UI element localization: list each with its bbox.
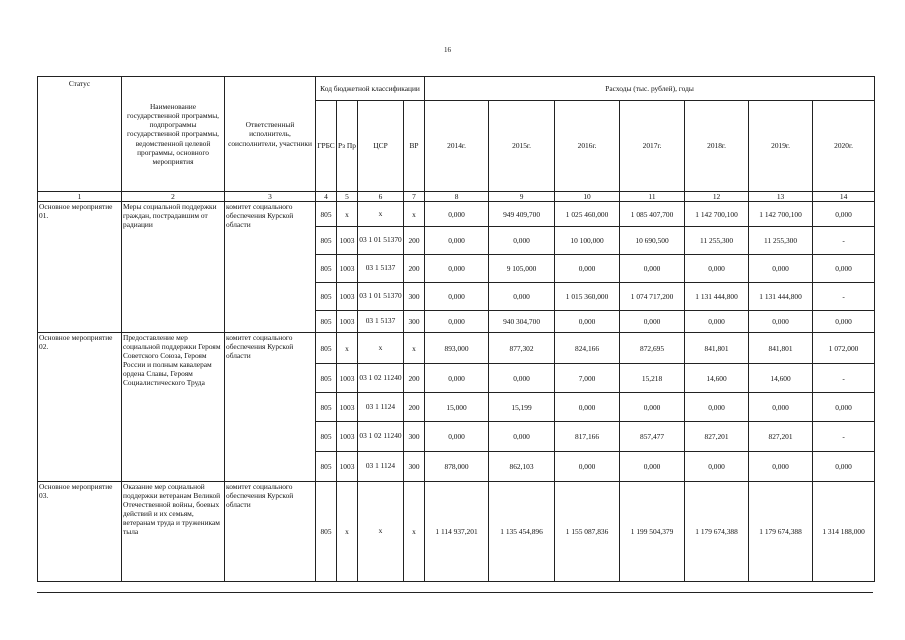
cell-expense-value: 11 255,300: [685, 227, 749, 255]
row-status: Основное мероприятие 01.: [38, 202, 122, 333]
cell-csr: 03 1 5137: [358, 255, 404, 283]
cell-expense-value: 14,600: [749, 364, 813, 393]
cell-expense-value: -: [813, 364, 875, 393]
cell-rzpr: х: [337, 202, 358, 227]
column-number: 7: [404, 192, 425, 202]
cell-vr: 200: [404, 255, 425, 283]
cell-expense-value: 1 142 700,100: [685, 202, 749, 227]
cell-grbs: 805: [316, 227, 337, 255]
row-program-name: Предоставление мер социальной поддержки Героям Советского Союза, Героям России и полным кавалерам ордена Славы, Героям Социалистического Труда: [122, 333, 225, 482]
row-status: Основное мероприятие 02.: [38, 333, 122, 482]
cell-expense-value: 1 155 087,836: [555, 482, 620, 582]
cell-expense-value: 877,302: [489, 333, 555, 364]
cell-expense-value: 1 314 188,000: [813, 482, 875, 582]
cell-expense-value: 0,000: [425, 311, 489, 333]
cell-rzpr: 1003: [337, 311, 358, 333]
cell-expense-value: 0,000: [813, 393, 875, 422]
cell-expense-value: 1 179 674,388: [685, 482, 749, 582]
cell-expense-value: 0,000: [555, 255, 620, 283]
cell-expense-value: 0,000: [489, 227, 555, 255]
cell-csr: 03 1 02 11240: [358, 364, 404, 393]
cell-rzpr: х: [337, 482, 358, 582]
cell-expense-value: 0,000: [620, 311, 685, 333]
cell-vr: 300: [404, 311, 425, 333]
cell-expense-value: 15,199: [489, 393, 555, 422]
cell-expense-value: 1 025 460,000: [555, 202, 620, 227]
cell-expense-value: 862,103: [489, 452, 555, 482]
cell-rzpr: 1003: [337, 393, 358, 422]
cell-expense-value: 872,695: [620, 333, 685, 364]
header-csr: ЦСР: [358, 101, 404, 192]
cell-expense-value: 0,000: [685, 255, 749, 283]
cell-csr: 03 1 02 11240: [358, 422, 404, 452]
cell-expense-value: 0,000: [749, 393, 813, 422]
cell-expense-value: 14,600: [685, 364, 749, 393]
header-expenses: Расходы (тыс. рублей), годы: [425, 77, 875, 101]
cell-expense-value: 857,477: [620, 422, 685, 452]
cell-csr: 03 1 5137: [358, 311, 404, 333]
cell-grbs: 805: [316, 311, 337, 333]
cell-csr: 03 1 1124: [358, 393, 404, 422]
cell-expense-value: 1 085 407,700: [620, 202, 685, 227]
column-number: 8: [425, 192, 489, 202]
column-number: 9: [489, 192, 555, 202]
cell-expense-value: 0,000: [425, 422, 489, 452]
cell-expense-value: 949 409,700: [489, 202, 555, 227]
cell-expense-value: 0,000: [555, 311, 620, 333]
cell-grbs: 805: [316, 482, 337, 582]
header-year: 2014г.: [425, 101, 489, 192]
cell-expense-value: 9 105,000: [489, 255, 555, 283]
cell-expense-value: 827,201: [685, 422, 749, 452]
table-bottom-border: [37, 592, 873, 593]
cell-expense-value: 1 142 700,100: [749, 202, 813, 227]
cell-grbs: 805: [316, 202, 337, 227]
table-row: [38, 333, 875, 364]
cell-expense-value: 893,000: [425, 333, 489, 364]
cell-vr: 300: [404, 283, 425, 311]
cell-expense-value: 1 015 360,000: [555, 283, 620, 311]
cell-expense-value: 0,000: [749, 452, 813, 482]
cell-expense-value: 1 074 717,200: [620, 283, 685, 311]
cell-expense-value: 10 690,500: [620, 227, 685, 255]
column-number: 14: [813, 192, 875, 202]
header-rzpr: Рз Пр: [337, 101, 358, 192]
cell-expense-value: 824,166: [555, 333, 620, 364]
cell-rzpr: х: [337, 333, 358, 364]
column-number: 1: [38, 192, 122, 202]
cell-rzpr: 1003: [337, 364, 358, 393]
cell-csr: 03 1 1124: [358, 452, 404, 482]
header-grbs: ГРБС: [316, 101, 337, 192]
cell-expense-value: 827,201: [749, 422, 813, 452]
cell-expense-value: 0,000: [425, 202, 489, 227]
cell-expense-value: 1 131 444,800: [685, 283, 749, 311]
cell-expense-value: 0,000: [685, 393, 749, 422]
cell-csr: х: [358, 202, 404, 227]
cell-expense-value: 0,000: [749, 255, 813, 283]
cell-grbs: 805: [316, 255, 337, 283]
row-responsible: комитет социального обеспечения Курской области: [225, 333, 316, 482]
budget-table: [37, 76, 875, 582]
cell-expense-value: 15,000: [425, 393, 489, 422]
table-row: [38, 482, 875, 582]
header-vr: ВР: [404, 101, 425, 192]
cell-expense-value: 0,000: [813, 202, 875, 227]
cell-rzpr: 1003: [337, 452, 358, 482]
cell-expense-value: 0,000: [425, 364, 489, 393]
header-budget-code: Код бюджетной классификации: [316, 77, 425, 101]
cell-grbs: 805: [316, 422, 337, 452]
cell-expense-value: 1 135 454,896: [489, 482, 555, 582]
cell-expense-value: 841,801: [749, 333, 813, 364]
cell-expense-value: 940 304,700: [489, 311, 555, 333]
cell-expense-value: 0,000: [425, 283, 489, 311]
cell-expense-value: 0,000: [813, 255, 875, 283]
cell-expense-value: -: [813, 422, 875, 452]
cell-grbs: 805: [316, 283, 337, 311]
cell-expense-value: 0,000: [685, 311, 749, 333]
header-name: Наименование государственной программы, подпрограммы государственной программы, ведомственной целевой программы, основного мероприятия: [122, 77, 225, 192]
column-number: 4: [316, 192, 337, 202]
cell-expense-value: 841,801: [685, 333, 749, 364]
header-status: Статус: [38, 77, 122, 192]
cell-csr: 03 1 01 51370: [358, 227, 404, 255]
column-number: 2: [122, 192, 225, 202]
row-program-name: Меры социальной поддержки граждан, пострадавшим от радиации: [122, 202, 225, 333]
cell-expense-value: 0,000: [685, 452, 749, 482]
cell-grbs: 805: [316, 452, 337, 482]
cell-expense-value: 0,000: [425, 227, 489, 255]
cell-expense-value: 1 114 937,201: [425, 482, 489, 582]
cell-expense-value: 15,218: [620, 364, 685, 393]
cell-vr: 200: [404, 393, 425, 422]
cell-expense-value: 0,000: [489, 364, 555, 393]
cell-expense-value: 0,000: [489, 283, 555, 311]
column-number: 6: [358, 192, 404, 202]
header-year: 2015г.: [489, 101, 555, 192]
cell-vr: 200: [404, 364, 425, 393]
cell-grbs: 805: [316, 393, 337, 422]
table-row: [38, 202, 875, 227]
cell-expense-value: -: [813, 227, 875, 255]
cell-expense-value: 1 131 444,800: [749, 283, 813, 311]
column-number: 3: [225, 192, 316, 202]
row-status: Основное мероприятие 03.: [38, 482, 122, 582]
cell-expense-value: 11 255,300: [749, 227, 813, 255]
cell-expense-value: 0,000: [813, 311, 875, 333]
cell-expense-value: 0,000: [813, 452, 875, 482]
cell-expense-value: 0,000: [555, 393, 620, 422]
header-year: 2018г.: [685, 101, 749, 192]
cell-expense-value: -: [813, 283, 875, 311]
column-number: 12: [685, 192, 749, 202]
cell-expense-value: 0,000: [555, 452, 620, 482]
row-responsible: комитет социального обеспечения Курской области: [225, 482, 316, 582]
cell-rzpr: 1003: [337, 227, 358, 255]
cell-rzpr: 1003: [337, 255, 358, 283]
cell-expense-value: 0,000: [620, 393, 685, 422]
header-year: 2020г.: [813, 101, 875, 192]
header-year: 2016г.: [555, 101, 620, 192]
cell-expense-value: 10 100,000: [555, 227, 620, 255]
cell-vr: 200: [404, 227, 425, 255]
cell-expense-value: 1 072,000: [813, 333, 875, 364]
cell-expense-value: 878,000: [425, 452, 489, 482]
cell-csr: 03 1 01 51370: [358, 283, 404, 311]
cell-expense-value: 1 199 504,379: [620, 482, 685, 582]
cell-expense-value: 0,000: [620, 452, 685, 482]
cell-expense-value: 7,000: [555, 364, 620, 393]
cell-vr: х: [404, 202, 425, 227]
cell-rzpr: 1003: [337, 422, 358, 452]
cell-expense-value: 0,000: [425, 255, 489, 283]
cell-expense-value: 0,000: [489, 422, 555, 452]
row-responsible: комитет социального обеспечения Курской области: [225, 202, 316, 333]
cell-expense-value: 817,166: [555, 422, 620, 452]
cell-grbs: 805: [316, 364, 337, 393]
cell-csr: х: [358, 482, 404, 582]
header-year: 2017г.: [620, 101, 685, 192]
column-number: 11: [620, 192, 685, 202]
column-number: 10: [555, 192, 620, 202]
row-program-name: Оказание мер социальной поддержки ветеранам Великой Отечественной войны, боевых действий и их семьям, ветеранам труда и труженикам тыла: [122, 482, 225, 582]
cell-grbs: 805: [316, 333, 337, 364]
cell-vr: х: [404, 333, 425, 364]
header-responsible: Ответственный исполнитель, соисполнители, участники: [225, 77, 316, 192]
column-number-row: [38, 192, 875, 202]
cell-vr: 300: [404, 422, 425, 452]
cell-vr: х: [404, 482, 425, 582]
cell-rzpr: 1003: [337, 283, 358, 311]
column-number: 5: [337, 192, 358, 202]
header-year: 2019г.: [749, 101, 813, 192]
column-number: 13: [749, 192, 813, 202]
cell-expense-value: 0,000: [749, 311, 813, 333]
cell-expense-value: 0,000: [620, 255, 685, 283]
cell-expense-value: 1 179 674,388: [749, 482, 813, 582]
page-number: 16: [444, 46, 451, 54]
cell-csr: х: [358, 333, 404, 364]
cell-vr: 300: [404, 452, 425, 482]
